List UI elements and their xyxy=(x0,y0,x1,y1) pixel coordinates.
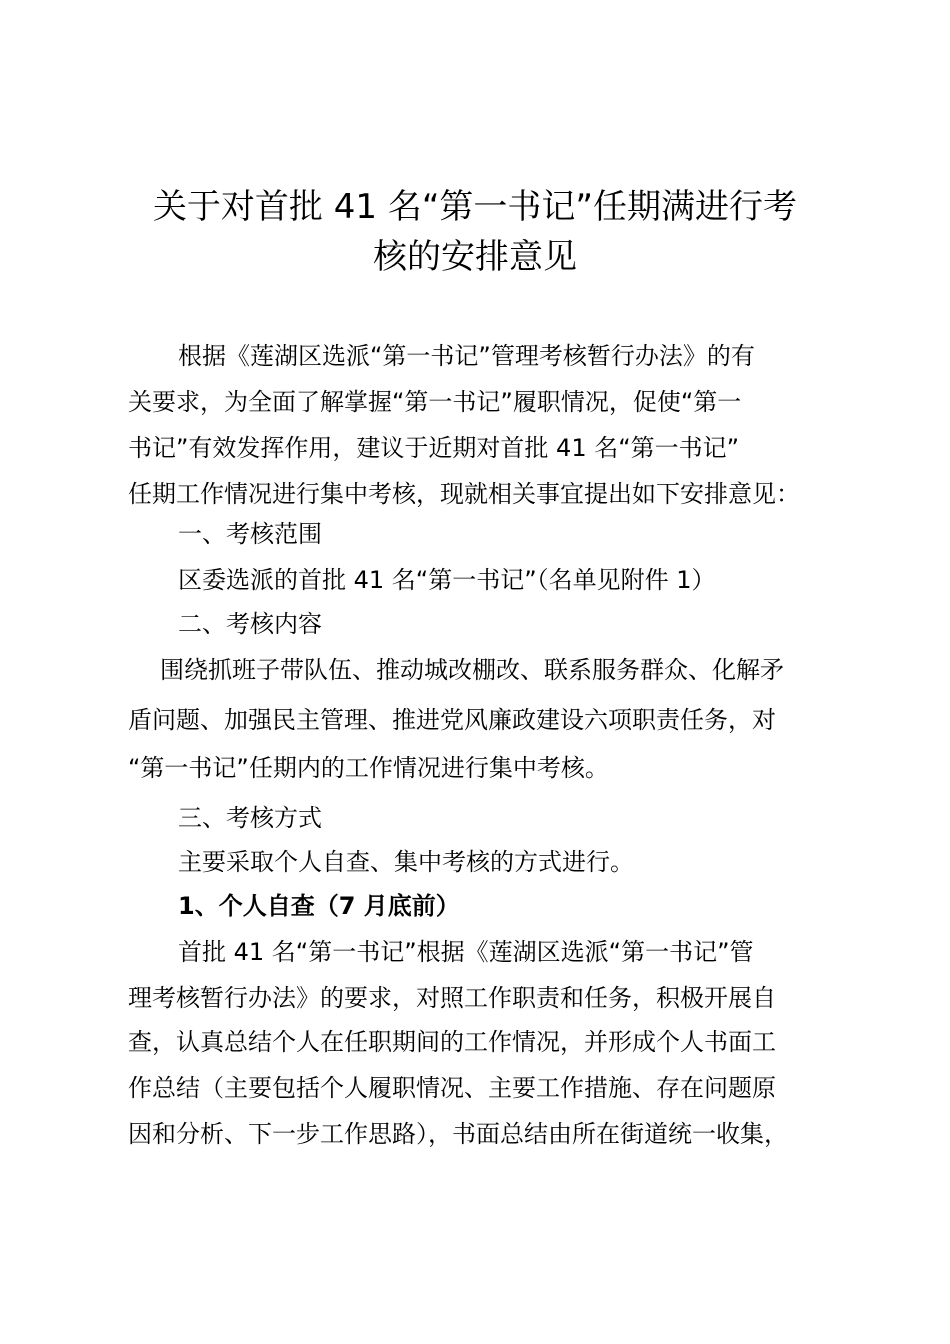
paragraph-self-check-line-1: 首批 41 名“第一书记”根据《莲湖区选派“第一书记”管 xyxy=(178,938,754,966)
paragraph-intro-line-3: 书记”有效发挥作用，建议于近期对首批 41 名“第一书记” xyxy=(128,434,740,462)
paragraph-self-check-line-4: 作总结（主要包括个人履职情况、主要工作措施、存在问题原 xyxy=(128,1074,776,1102)
section-heading-scope: 一、考核范围 xyxy=(178,520,322,548)
paragraph-intro-line-4: 任期工作情况进行集中考核，现就相关事宜提出如下安排意见： xyxy=(128,480,800,508)
section-heading-content: 二、考核内容 xyxy=(178,610,322,638)
document-title-line-2: 核的安排意见 xyxy=(373,237,577,277)
paragraph-intro-line-1: 根据《莲湖区选派“第一书记”管理考核暂行办法》的有 xyxy=(178,342,755,370)
paragraph-method: 主要采取个人自查、集中考核的方式进行。 xyxy=(178,848,634,876)
section-heading-method: 三、考核方式 xyxy=(178,804,322,832)
paragraph-content-line-2: 盾问题、加强民主管理、推进党风廉政建设六项职责任务，对 xyxy=(128,706,776,734)
paragraph-content-line-1: 围绕抓班子带队伍、推动城改棚改、联系服务群众、化解矛 xyxy=(160,656,784,684)
paragraph-intro-line-2: 关要求，为全面了解掌握“第一书记”履职情况，促使“第一 xyxy=(128,388,742,416)
paragraph-self-check-line-2: 理考核暂行办法》的要求，对照工作职责和任务，积极开展自 xyxy=(128,984,776,1012)
document-title-line-1: 关于对首批 41 名“第一书记”任期满进行考 xyxy=(152,187,798,227)
subsection-heading-self-check: 1、个人自查（7 月底前） xyxy=(178,892,460,920)
paragraph-scope: 区委选派的首批 41 名“第一书记”（名单见附件 1） xyxy=(178,566,716,594)
paragraph-content-line-3: “第一书记”任期内的工作情况进行集中考核。 xyxy=(128,754,609,782)
paragraph-self-check-line-5: 因和分析、下一步工作思路），书面总结由所在街道统一收集， xyxy=(128,1120,788,1148)
paragraph-self-check-line-3: 查，认真总结个人在任职期间的工作情况，并形成个人书面工 xyxy=(128,1028,776,1056)
